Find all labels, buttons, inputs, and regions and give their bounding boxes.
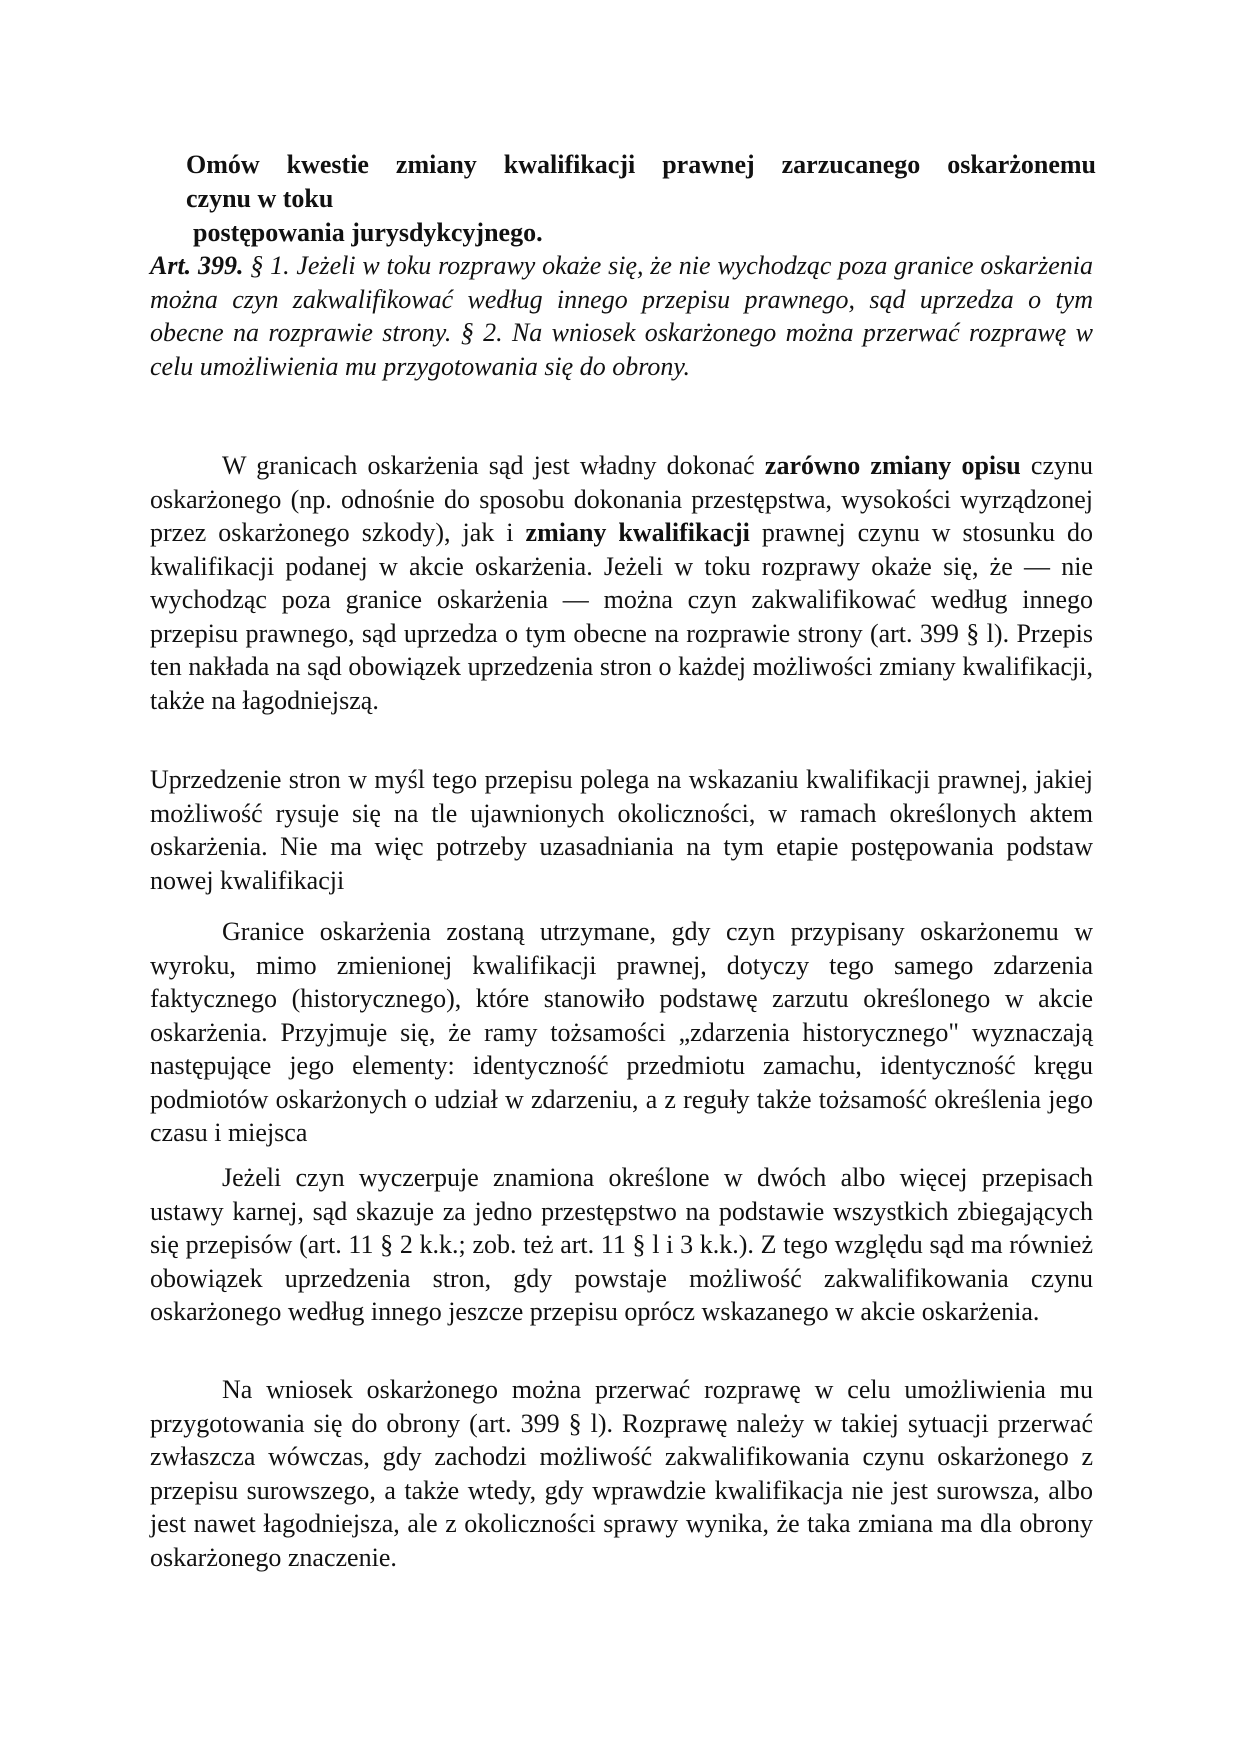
article-text: § 1. Jeżeli w toku rozprawy okaże się, że nie wychodząc poza granice oskarżenia można czyn zakwalifikować według innego przepisu prawnego, sąd uprzedza o tym obecne na rozprawie strony. § 2. Na wniosek oskarżonego można przerwać rozprawę w celu umożliwienia mu przygotowania się do obrony. bbox=[150, 251, 1093, 381]
paragraph-5: Na wniosek oskarżonego można przerwać rozprawę w celu umożliwienia mu przygotowania się do obrony (art. 399 § l). Rozprawę należy w takiej sytuacji przerwać zwłaszcza wówczas, gdy zachodzi możliwość zakwalifikowania czynu oskarżonego z przepisu surowszego, a także wtedy, gdy wprawdzie kwalifikacja nie jest surowsza, albo jest nawet łagodniejsza, ale z okoliczności sprawy wynika, że taka zmiana ma dla obrony oskarżonego znaczenie. bbox=[150, 1375, 1093, 1572]
paragraph-3: Granice oskarżenia zostaną utrzymane, gdy czyn przypisany oskarżonemu w wyroku, mimo zmienionej kwalifikacji prawnej, dotyczy tego samego zdarzenia faktycznego (historycznego), które stanowiło podstawę zarzutu określonego w akcie oskarżenia. Przyjmuje się, że ramy tożsamości „zdarzenia historycznego" wyznaczają następujące jego elementy: identyczność przedmiotu zamachu, identyczność kręgu podmiotów oskarżonych o udział w zdarzeniu, a z reguły także tożsamość określenia jego czasu i miejsca bbox=[150, 917, 1093, 1147]
paragraph-4: Jeżeli czyn wyczerpuje znamiona określone w dwóch albo więcej przepisach ustawy karnej, sąd skazuje za jedno przestępstwo na podstawie wszystkich zbiegających się przepisów (art. 11 § 2 k.k.; zob. też art. 11 § l i 3 k.k.). Z tego względu sąd ma również obowiązek uprzedzenia stron, gdy powstaje możliwość zakwalifikowania czynu oskarżonego według innego jeszcze przepisu oprócz wskazanego w akcie oskarżenia. bbox=[150, 1163, 1093, 1326]
p1-bold-d: zmiany kwalifikacji bbox=[525, 518, 750, 547]
question-title bbox=[186, 148, 1096, 250]
p1-text-c: czynu oskarżonego (np. odnośnie do sposobu dokonania przestępstwa, wysokości wyrządzonej przez oskarżonego szkody), jak i bbox=[150, 451, 1093, 547]
paragraph-2: Uprzedzenie stron w myśl tego przepisu polega na wskazaniu kwalifikacji prawnej, jakiej możliwość rysuje się na tle ujawnionych okoliczności, w ramach określonych aktem oskarżenia. Nie ma więc potrzeby uzasadniania na tym etapie postępowania podstaw nowej kwalifikacji bbox=[150, 765, 1093, 895]
title-line-3: postępowania jurysdykcyjnego. bbox=[193, 218, 543, 247]
article-quote bbox=[150, 249, 1093, 383]
article-number: Art. 399. bbox=[150, 251, 244, 280]
p1-text-e: prawnej czynu w stosunku do kwalifikacji podanej w akcie oskarżenia. Jeżeli w toku rozprawy okaże się, że — nie wychodząc poza granice oskarżenia — można czyn zakwalifikować według innego przepisu prawnego, sąd uprzedza o tym obecne na rozprawie strony (art. 399 § l). Przepis ten nakłada na sąd obowiązek uprzedzenia stron o każdej możliwości zmiany kwalifikacji, także na łagodniejszą. bbox=[150, 518, 1093, 715]
title-line-2: czynu w toku bbox=[186, 184, 334, 213]
title-line-1: Omów kwestie zmiany kwalifikacji prawnej zarzucanego oskarżonemu bbox=[186, 150, 1096, 179]
p1-text-a: W granicach oskarżenia sąd jest władny dokonać bbox=[222, 451, 765, 480]
p1-bold-b: zarówno zmiany opisu bbox=[764, 451, 1021, 480]
paragraph-1 bbox=[150, 449, 1093, 717]
